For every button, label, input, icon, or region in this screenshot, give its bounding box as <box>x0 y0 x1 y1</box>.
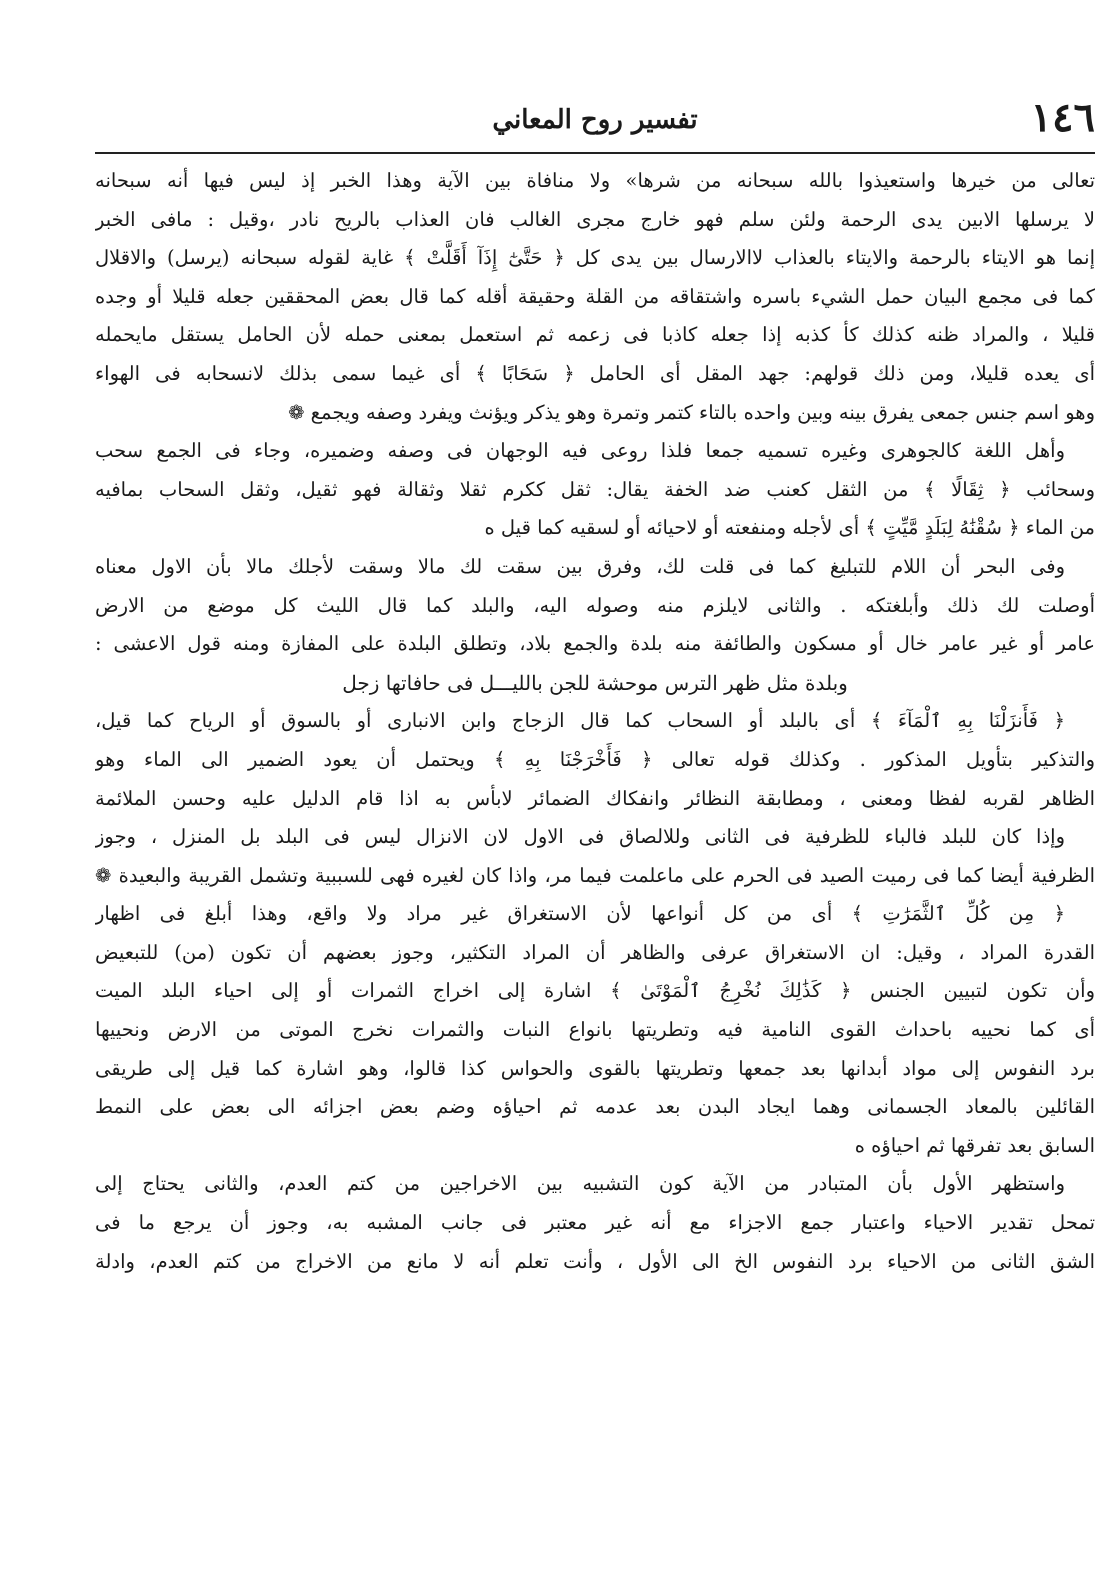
verse-line: وبلدة مثل ظهر الترس موحشة للجن بالليـــل فى حافاتها زجل <box>342 670 848 695</box>
book-title: تفسير روح المعاني <box>492 105 698 135</box>
text-line: عامر أو غير عامر خال أو مسكون والطائفة منه بلدة والجمع بلاد، وتطلق البلدة على المفازة ومنه قول الاعشى : <box>95 632 1095 656</box>
text-line: تمحل تقدير الاحياء واعتبار جمع الاجزاء مع أنه غير معتبر فى جانب المشبه به، وجوز أن يرجع ما فى <box>95 1211 1095 1235</box>
text-line: القائلين بالمعاد الجسمانى وهما ايجاد البدن بعد عدمه ثم احياؤه وضم بعض اجزائه الى بعض على النمط <box>95 1095 1095 1119</box>
document-page <box>95 90 1095 1560</box>
text-line: لا يرسلها الابين يدى الرحمة ولئن سلم فهو خارج مجرى الغالب فان العذاب بالريح نادر ،وقيل : مافى الخبر <box>95 207 1095 231</box>
text-line: أى كما نحييه باحداث القوى النامية فيه وتطريتها بانواع النبات والثمرات نخرج الموتى من الارض ونحييها <box>95 1018 1095 1042</box>
text-line: إنما هو الايتاء بالرحمة والايتاء بالعذاب لاالارسال بين يدى كل ﴿ حَتَّىٰٓ إِذَآ أَقَلَّتْ ﴾ غاية لقوله سبحانه (يرسل) والاقلال <box>95 246 1095 270</box>
text-line: كما فى مجمع البيان حمل الشيء باسره واشتقاقه من القلة وحقيقة أقله كما قال بعض المحققين جعله قليلا أو وجده <box>95 284 1095 308</box>
text-line: ﴿ مِن كُلِّ ٱلثَّمَرَٰتِ ﴾ أى من كل أنواعها لأن الاستغراق غير مراد ولا واقع، وهذا أبلغ فى اظهار <box>95 902 1065 926</box>
text-line: واستظهر الأول بأن المتبادر من الآية كون التشبيه بين الاخراجين من كتم العدم، والثانى يحتاج إلى <box>95 1172 1065 1196</box>
body-text <box>95 162 1095 1281</box>
text-line: وسحائب ﴿ ثِقَالًا ﴾ من الثقل كعنب ضد الخفة يقال: ثقل ككرم ثقلا وثقالة فهو ثقيل، وثقل السحاب بمافيه <box>95 477 1095 501</box>
text-line: الظرفية أيضا كما فى رميت الصيد فى الحرم على ماعلمت فيما مر، واذا كان لغيره فهى للسببية وتشمل القريبة والبعيدة ❁ <box>95 863 1095 887</box>
text-line: ﴿ فَأَنزَلْنَا بِهِ ٱلْمَآءَ ﴾ أى بالبلد أو السحاب كما قال الزجاج وابن الانبارى أو بالسوق أو الرياح كما قيل، <box>95 709 1065 733</box>
text-line: القدرة المراد ، وقيل: ان الاستغراق عرفى والظاهر أن المراد التكثير، وجوز بعضهم أن تكون (من) للتبعيض <box>95 940 1095 964</box>
text-line: وأن تكون لتبيين الجنس ﴿ كَذَٰلِكَ نُخْرِجُ ٱلْمَوْتَىٰ ﴾ اشارة إلى اخراج الثمرات أو إلى احياء البلد الميت <box>95 979 1095 1003</box>
page-number: ١٤٦ <box>1030 94 1095 141</box>
text-line: وهو اسم جنس جمعى يفرق بينه وبين واحده بالتاء كتمر وتمرة وهو يذكر ويؤنث ويفرد وصفه ويجمع ❁ <box>288 400 1095 424</box>
text-line: السابق بعد تفرقها ثم احياؤه ه <box>854 1133 1095 1157</box>
text-line: وأهل اللغة كالجوهرى وغيره تسميه جمعا فلذا روعى فيه الوجهان فى وصفه وضميره، وجاء فى الجمع سحب <box>95 439 1065 463</box>
text-line: من الماء ﴿ سُقْنَٰهُ لِبَلَدٍ مَّيِّتٍ ﴾ أى لأجله ومنفعته أو لاحيائه أو لسقيه كما قيل ه <box>484 516 1095 540</box>
page-header <box>95 90 1095 154</box>
text-line: وإذا كان للبلد فالباء للظرفية فى الثانى وللالصاق فى الاول لان الانزال ليس فى البلد بل المنزل ، وجوز <box>95 825 1065 849</box>
text-line: برد النفوس إلى مواد أبدانها بعد جمعها وتطريتها بالقوى والحواس كذا قالوا، وهو اشارة كما قيل إلى طريقى <box>95 1056 1095 1080</box>
text-line: أى يعده قليلا، ومن ذلك قولهم: جهد المقل أى الحامل ﴿ سَحَابًا ﴾ أى غيما سمى بذلك لانسحابه فى الهواء <box>95 361 1095 385</box>
text-line: الظاهر لقربه لفظا ومعنى ، ومطابقة النظائر وانفكاك الضمائر لابأس به اذا قام الدليل عليه وحسن الملائمة <box>95 786 1095 810</box>
text-line: والتذكير بتأويل المذكور . وكذلك قوله تعالى ﴿ فَأَخْرَجْنَا بِهِ ﴾ ويحتمل أن يعود الضمير الى الماء وهو <box>95 747 1095 771</box>
text-line: قليلا ، والمراد ظنه كذلك كأ كذبه إذا جعله كاذبا فى زعمه ثم استعمل بمعنى حمله لأن الحامل يستقل مايحمله <box>95 323 1095 347</box>
text-line: وفى البحر أن اللام للتبليغ كما فى قلت لك، وفرق بين سقت لك مالا وسقت لأجلك مالا بأن الاول معناه <box>95 554 1065 578</box>
text-line: تعالى من خيرها واستعيذوا بالله سبحانه من شرها» ولا منافاة بين الآية وهذا الخبر إذ ليس فيها أنه سبحانه <box>95 169 1095 192</box>
text-line: الشق الثانى من الاحياء برد النفوس الخ الى الأول ، وأنت تعلم أنه لا مانع من الاخراج من كتم العدم، وادلة <box>95 1249 1095 1273</box>
text-line: أوصلت لك ذلك وأبلغتكه . والثانى لايلزم منه وصوله اليه، والبلد كما قال الليث كل موضع من الارض <box>95 593 1095 617</box>
